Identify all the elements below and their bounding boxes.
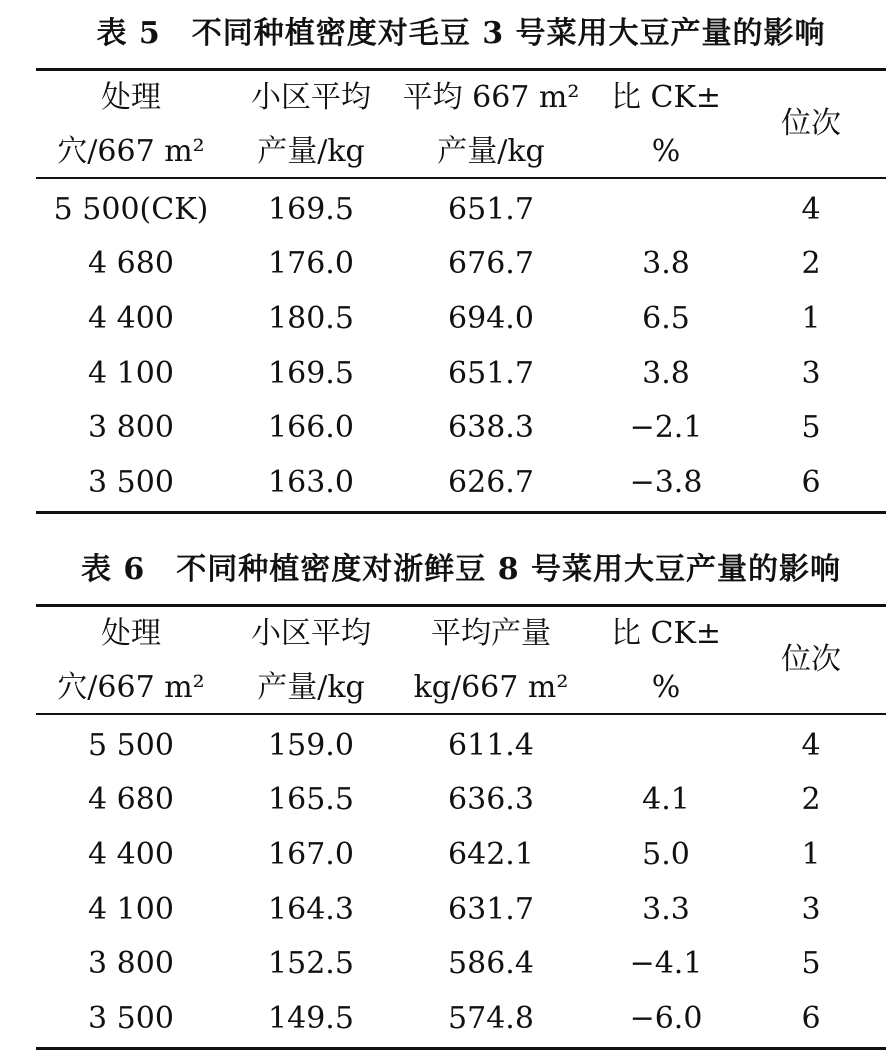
cell-treatment: 4 680 [88,246,174,282]
cell-vs-ck: 3.3 [642,891,690,927]
table-5-bottom-rule [36,511,886,514]
cell-avg-yield: 651.7 [448,355,534,391]
table-6-header [36,607,886,713]
cell-treatment: 5 500(CK) [53,191,209,227]
cell-avg-yield: 676.7 [448,246,534,282]
table-row [36,183,886,238]
cell-avg-yield: 586.4 [448,946,534,982]
cell-treatment: 3 800 [88,410,174,446]
cell-vs-ck: 4.1 [642,782,690,818]
header-single-line: 位次 [781,642,841,677]
table-6 [36,536,886,1050]
cell-vs-ck: −2.1 [629,410,703,446]
cell-rank: 4 [801,727,821,763]
cell-treatment: 5 500 [88,727,174,763]
cell-plot-yield: 163.0 [268,464,354,500]
header-line-2: 穴/667 m² [57,134,205,169]
table-5-body [36,179,886,511]
table-row [36,883,886,938]
cell-avg-yield: 638.3 [448,410,534,446]
cell-treatment: 4 100 [88,891,174,927]
cell-vs-ck: 3.8 [642,355,690,391]
cell-avg-yield: 631.7 [448,891,534,927]
header-line-1: 平均 667 m² [402,80,580,115]
header-treatment [36,71,226,177]
table-row [36,292,886,347]
table-row [36,237,886,292]
cell-vs-ck: 6.5 [642,300,690,336]
cell-avg-yield: 694.0 [448,300,534,336]
cell-vs-ck: −6.0 [629,1000,703,1036]
cell-plot-yield: 152.5 [268,946,354,982]
cell-rank: 5 [801,410,821,446]
header-line-2: kg/667 m² [413,670,569,705]
cell-treatment: 3 500 [88,1000,174,1036]
table-row [36,937,886,992]
header-line-2: % [651,670,681,705]
table-row [36,401,886,456]
header-plot-yield [226,607,396,713]
cell-treatment: 4 680 [88,782,174,818]
header-line-1: 比 CK± [610,616,722,651]
header-single-line: 位次 [781,106,841,141]
cell-plot-yield: 166.0 [268,410,354,446]
cell-vs-ck: −4.1 [629,946,703,982]
cell-avg-yield: 611.4 [448,727,534,763]
cell-treatment: 4 100 [88,355,174,391]
header-vs-ck [586,71,746,177]
table-row [36,456,886,511]
table-row [36,773,886,828]
header-line-2: 产量/kg [257,134,365,169]
table-5-caption: 表 5 不同种植密度对毛豆 3 号菜用大豆产量的影响 [96,16,826,51]
table-row [36,992,886,1047]
header-line-1: 平均产量 [431,616,551,651]
cell-treatment: 3 800 [88,946,174,982]
cell-plot-yield: 167.0 [268,836,354,872]
cell-avg-yield: 642.1 [448,836,534,872]
header-avg-yield [396,71,586,177]
cell-vs-ck: −3.8 [629,464,703,500]
cell-rank: 6 [801,464,821,500]
cell-plot-yield: 165.5 [268,782,354,818]
table-row [36,828,886,883]
header-vs-ck [586,607,746,713]
cell-treatment: 4 400 [88,836,174,872]
header-line-1: 处理 [101,616,161,651]
header-rank [746,71,876,177]
cell-rank: 1 [801,300,821,336]
cell-plot-yield: 159.0 [268,727,354,763]
cell-avg-yield: 574.8 [448,1000,534,1036]
header-line-1: 小区平均 [251,80,371,115]
cell-rank: 3 [801,355,821,391]
cell-plot-yield: 169.5 [268,191,354,227]
cell-rank: 5 [801,946,821,982]
cell-treatment: 4 400 [88,300,174,336]
table-5-header [36,71,886,177]
cell-rank: 2 [801,246,821,282]
header-line-2: 产量/kg [437,134,545,169]
cell-treatment: 3 500 [88,464,174,500]
header-rank [746,607,876,713]
cell-vs-ck: 3.8 [642,246,690,282]
table-5 [36,0,886,514]
cell-vs-ck: 5.0 [642,836,690,872]
cell-avg-yield: 636.3 [448,782,534,818]
cell-avg-yield: 651.7 [448,191,534,227]
table-6-bottom-rule [36,1047,886,1050]
cell-rank: 3 [801,891,821,927]
cell-plot-yield: 176.0 [268,246,354,282]
cell-plot-yield: 149.5 [268,1000,354,1036]
cell-plot-yield: 180.5 [268,300,354,336]
cell-rank: 1 [801,836,821,872]
cell-vs-ck [586,183,746,238]
header-line-1: 比 CK± [610,80,722,115]
cell-rank: 4 [801,191,821,227]
header-plot-yield [226,71,396,177]
table-row [36,719,886,774]
header-line-1: 小区平均 [251,616,371,651]
cell-rank: 2 [801,782,821,818]
table-row [36,347,886,402]
cell-plot-yield: 164.3 [268,891,354,927]
cell-rank: 6 [801,1000,821,1036]
header-treatment [36,607,226,713]
header-line-2: 穴/667 m² [57,670,205,705]
header-line-2: 产量/kg [257,670,365,705]
header-line-1: 处理 [101,80,161,115]
cell-vs-ck [586,719,746,774]
header-line-2: % [651,134,681,169]
table-6-caption: 表 6 不同种植密度对浙鲜豆 8 号菜用大豆产量的影响 [80,552,842,587]
header-avg-yield [396,607,586,713]
table-6-body [36,715,886,1047]
cell-avg-yield: 626.7 [448,464,534,500]
cell-plot-yield: 169.5 [268,355,354,391]
